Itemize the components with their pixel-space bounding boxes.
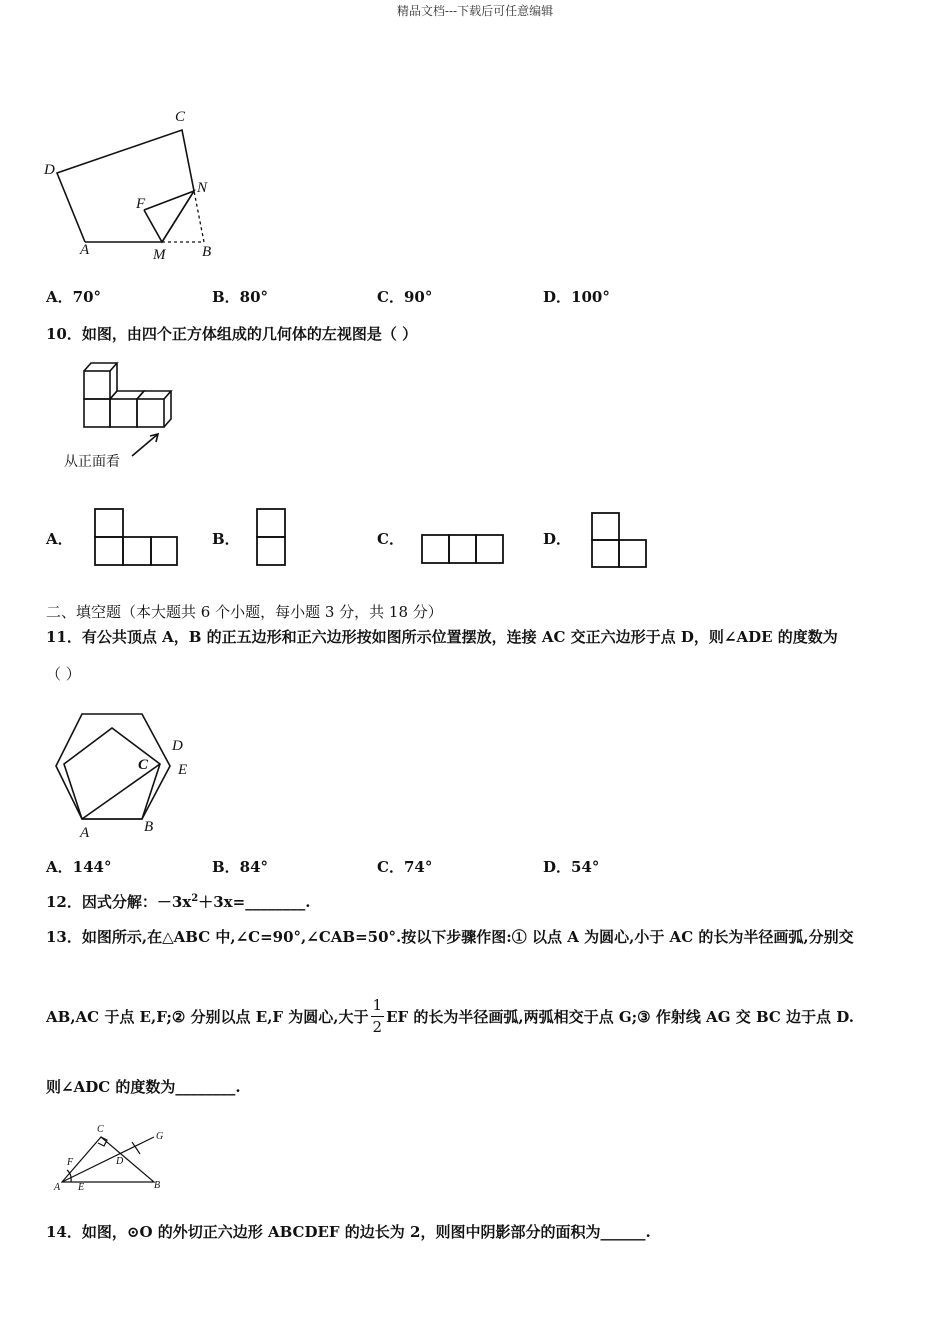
q9-fold [144,191,194,242]
q13-fraction-den: 2 [372,1017,383,1036]
q10-option-d-letter[interactable]: D． [543,530,572,548]
q11-label-e: E [178,762,188,778]
q12-prefix: 12．因式分解： [46,893,157,911]
q12-expr-b: ＋3x= [198,893,246,911]
q12-stem [46,891,310,912]
page-header: 精品文档---下载后可任意编辑 [396,4,554,18]
q13-triangle-figure [50,1120,180,1200]
q9-quadrilateral-figure [40,100,230,270]
q13-label-a: A [54,1182,61,1193]
q11-option-d[interactable]: D．54° [543,858,600,876]
q11-stem: 11．有公共顶点 A，B 的正五边形和正六边形按如图所示位置摆放，连接 AC 交正六边形于点 D，则∠ADE 的度数为 [46,628,838,646]
q11-answer-paren: （ ） [46,665,81,683]
q9-option-b[interactable]: B．80° [212,288,269,306]
q13-line-1: 13．如图所示,在△ABC 中,∠C=90°,∠CAB=50°.按以下步骤作图:① 以点 A 为圆心,小于 AC 的长为半径画弧,分别交 [46,928,854,946]
q13-label-f: F [67,1157,74,1168]
q9-option-c[interactable]: C．90° [377,288,433,306]
q9-option-a[interactable]: A．70° [46,288,102,306]
q9-label-a: A [80,242,90,258]
q11-option-c[interactable]: C．74° [377,858,433,876]
q13-fraction-num: 1 [371,998,385,1017]
q9-label-n: N [197,180,208,196]
q9-label-c: C [175,109,186,125]
q10-option-c-figure[interactable] [419,532,507,568]
q11-polygon-figure [50,706,210,846]
q10-option-a-letter[interactable]: A． [46,530,73,548]
q13-fraction [371,995,385,1036]
q11-label-c: C [138,757,149,773]
q10-view-label: 从正面看 [64,455,120,470]
q9-label-d: D [44,162,55,178]
q13-line-2a: AB,AC 于点 E,F;② 分别以点 E,F 为圆心,大于 [46,1007,369,1026]
q13-line-3: 则∠ADC 的度数为________. [46,1078,241,1096]
q9-label-f: F [136,196,146,212]
q10-stem: 10．如图，由四个正方体组成的几何体的左视图是（ ） [46,325,418,343]
q11-line-ac [82,764,160,819]
q11-option-b[interactable]: B．84° [212,858,269,876]
q13-line-2b: EF 的长为半径画弧,两弧相交于点 G;③ 作射线 AG 交 BC 边于点 D. [386,1007,854,1026]
q12-exponent: 2 [191,893,199,904]
q13-label-c: C [97,1124,104,1135]
section-2-heading: 二、填空题（本大题共 6 个小题，每小题 3 分，共 18 分） [46,603,443,621]
q10-option-b-letter[interactable]: B． [212,530,240,548]
q11-label-b: B [144,819,154,835]
q9-option-d[interactable]: D．100° [543,288,610,306]
q12-expr-a: －3x [156,893,192,911]
q10-option-b-figure[interactable] [254,506,290,568]
q14-stem: 14．如图，⊙O 的外切正六边形 ABCDEF 的边长为 2，则图中阴影部分的面积为______. [46,1223,651,1241]
q10-option-a-figure[interactable] [92,506,182,568]
q11-option-a[interactable]: A．144° [46,858,112,876]
q9-label-m: M [153,247,166,263]
q12-end: . [305,893,311,911]
q13-label-d: D [116,1156,124,1167]
q13-label-b: B [154,1180,161,1191]
q9-label-b: B [202,244,212,260]
q13-label-g: G [156,1131,164,1142]
q13-line-2 [46,986,854,1046]
q11-label-a: A [80,825,90,841]
q13-label-e: E [78,1182,85,1193]
q10-option-d-figure[interactable] [589,510,651,570]
q9-dashed [162,191,204,242]
q11-label-d: D [172,738,183,754]
q10-option-c-letter[interactable]: C． [377,530,404,548]
q10-cubes-figure [60,358,190,473]
q12-answer-blank[interactable]: ________ [245,893,306,911]
